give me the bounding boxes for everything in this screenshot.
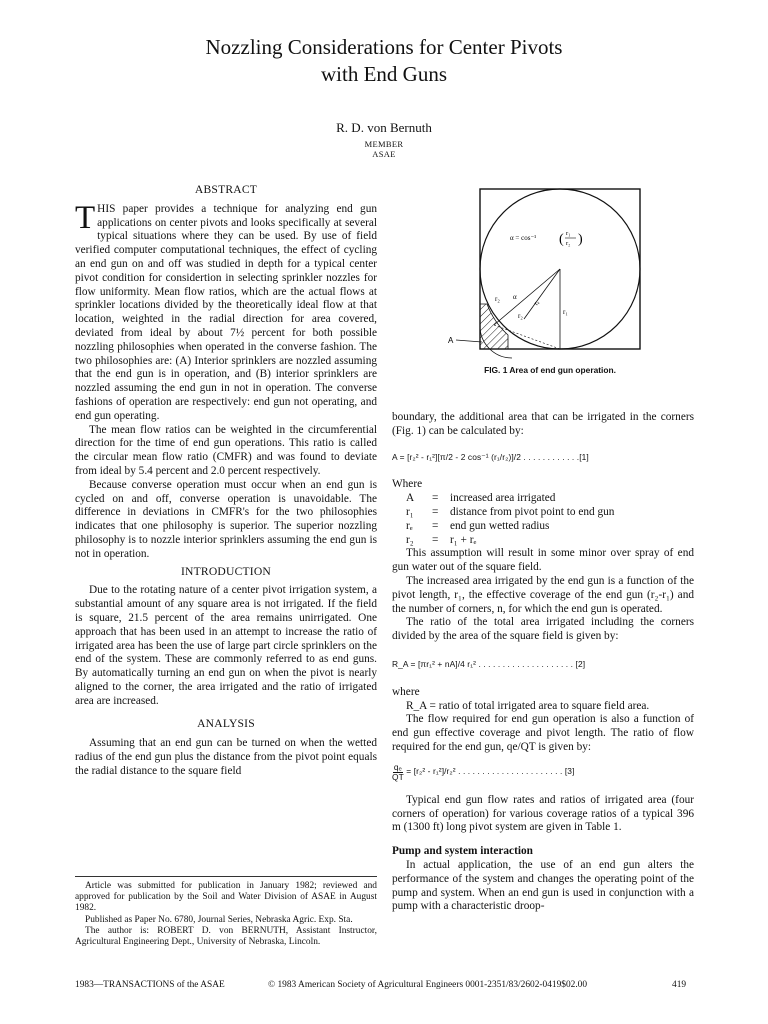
asae-line: ASAE [372, 149, 396, 159]
overspray-paragraph: This assumption will result in some minor over spray of end gun water out of the square field. [392, 547, 694, 574]
where-label-1: Where [392, 478, 423, 491]
abstract-heading: ABSTRACT [194, 183, 258, 196]
footnotes [75, 881, 377, 948]
pointer-a [456, 340, 482, 342]
analysis-paragraph: Assuming that an end gun can be turned on when the wetted radius of the end gun plus the distance from the pivot point equals the radial distance to the square field [75, 737, 377, 777]
paren-right: ) [578, 232, 583, 247]
ratio-paragraph: The ratio of the total area irrigated including the corners divided by the area of the square field is given by: [392, 616, 694, 643]
where-label-2: where [392, 685, 420, 698]
figure-caption: FIG. 1 Area of end gun operation. [484, 365, 616, 375]
title-line-1: Nozzling Considerations for Center Pivots [205, 35, 563, 59]
introduction-heading: INTRODUCTION [181, 564, 271, 578]
drop-cap: T [75, 199, 96, 236]
equation-1: A = [r₂² - r₁²][π/2 - 2 cos⁻¹ (r₁/r₂)]/2 . . . . . . . . . . . .[1] [392, 451, 589, 462]
paper-title [0, 34, 768, 88]
paren-left: ( [559, 232, 564, 247]
left-column [75, 183, 377, 779]
abstract-paragraph-1 [75, 199, 377, 424]
increased-area-paragraph: The increased area irrigated by the end gun is a function of the pivot length, r₁, the effective coverage of the end gun (r₂-r₁) and the number of corners, n, for which the end gun is operated. [392, 574, 694, 615]
member-line: MEMBER [364, 139, 404, 149]
footer-journal: 1983—TRANSACTIONS of the ASAE [75, 980, 225, 990]
equation-3-rest: = [r₂² - r₁²]/r₂² . . . . . . . . . . . . . . . . . . . . . . [3] [403, 766, 575, 777]
label-r2-outer: r₂ [495, 295, 500, 303]
footnote-2: Published as Paper No. 6780, Journal Series, Nebraska Agric. Exp. Sta. [85, 914, 353, 925]
label-a: A [448, 336, 454, 345]
author: R. D. von Bernuth [336, 120, 432, 135]
footer-page-number: 419 [672, 980, 687, 990]
definition-item: r₂ = r₁ + rₑ [406, 533, 477, 546]
pump-heading: Pump and system interaction [392, 845, 533, 858]
abstract-text-1: HIS paper provides a technique for analyzing end gun applications on center pivots and looks specifically at several typical situations where they can be used. By use of field verified computer computational techniques, the effect of cycling an end gun on and off was studied in depth for a typical center pivot condition for considertion in selecting sprinkler nozzles for flow uniformity. Mean flow ratios, which are the actual flows at sprinkler locations divided by the theoretically ideal flow at that location, weighted in the radial direction for area covered, deviated from ideal by about 7½ percent for both possible nozzling philosophies when operated in the converse fashion. The two philosophies are: (A) Interior sprinklers are nozzled assuming that the end gun is in operation, and (B) interior sprinklers are nozzled assuming the end gun in not in operation. The converse fashions of operation are respectively: end gun not operating, and end gun operating. [75, 202, 377, 422]
abstract-paragraph-2: The mean flow ratios can be weighted in the circumferential direction for the time of end gun operations. This ratio is called the circular mean flow ratio (CMFR) and was found to deviate from ideal by 5.4 percent and 2.0 percent respectively. [75, 423, 377, 477]
abstract-paragraph-3: Because converse operation must occur when an end gun is cycled on and off, converse operation is unavoidable. The difference in deviations in CMFR's for the two philosophies indicates that one philosophy is superior. The superior nozzling philosophy is to nozzle interior sprinklers assuming the end gun is not in operation. [75, 478, 377, 560]
label-r2-inner: r₂ [518, 312, 523, 320]
pump-paragraph: In actual application, the use of an end gun alters the performance of the system and changes the operating point of the pump and system. When an end gun is used in conjunction with a pump with a characteristic droop- [392, 858, 694, 913]
radius-r2-line [494, 269, 560, 325]
frac-den: r₂ [566, 240, 571, 247]
ra-definition: R_A = ratio of total irrigated area to square field area. [406, 699, 650, 712]
figure-end-gun-area [446, 188, 658, 360]
definition-item: A = increased area irrigated [406, 492, 556, 505]
definition-item: rₑ = end gun wetted radius [406, 519, 550, 532]
label-alpha: α [513, 293, 517, 301]
introduction-paragraph: Due to the rotating nature of a center pivot irrigation system, a substantial amount of any square area is not irrigated. If the field is square, 21.5 percent of the area remains unirrigated. One approach that has been used in an attempt to increase the ratio of irrigated area has been the use of large part circle sprinklers on the end of the system. These are commonly referred to as end guns. By automatically turning an end gun on when the pivot is nearly aligned to the corner, the area irrigated and the ratio of irrigated area are increased. [75, 584, 377, 707]
flow-paragraph: The flow required for end gun operation is also a function of end gun effective coverage and pivot length. The ratio of flow required for the end gun, qe/QT is given by: [392, 713, 694, 753]
boundary-paragraph: boundary, the additional area that can be irrigated in the corners (Fig. 1) can be calculated by: [392, 411, 694, 437]
label-re: rₑ [532, 298, 541, 307]
frac-num: r₁ [566, 230, 571, 237]
label-r1: r₁ [563, 308, 568, 316]
footnote-rule [75, 876, 377, 877]
member-badge [0, 139, 768, 159]
flow-frac-den: QT [392, 771, 404, 782]
label-alpha-formula: α = cos⁻¹ [510, 234, 537, 242]
typical-flow-paragraph: Typical end gun flow rates and ratios of irrigated area (four corners of operation) for various coverage ratios of a typical 396 m (1300 ft) long pivot system are given in Table 1. [392, 793, 694, 834]
definitions-list [392, 492, 694, 547]
right-column [392, 411, 694, 914]
flow-frac-num: qₑ [393, 761, 402, 772]
footer-copyright: © 1983 American Society of Agricultural Engineers 0001-2351/83/2602-0419$02.00 [268, 980, 588, 990]
footnote-1: Article was submitted for publication in January 1982; reviewed and approved for publication by the Soil and Water Division of ASAE in August 1982. [75, 881, 377, 914]
definition-item: r₁ = distance from pivot point to end gun [406, 505, 615, 518]
equation-3 [392, 763, 694, 782]
analysis-heading: ANALYSIS [197, 717, 255, 731]
title-line-2: with End Guns [321, 62, 447, 86]
equation-2: R_A = [πr₁² + nA]/4 r₁² . . . . . . . . . . . . . . . . . . . . [2] [392, 658, 586, 669]
flow-fraction [392, 763, 404, 782]
footnote-3: The author is: ROBERT D. von BERNUTH, Assistant Instructor, Agricultural Engineering Dept., University of Nebraska, Lincoln. [75, 925, 377, 948]
radius-re-line [524, 269, 560, 319]
